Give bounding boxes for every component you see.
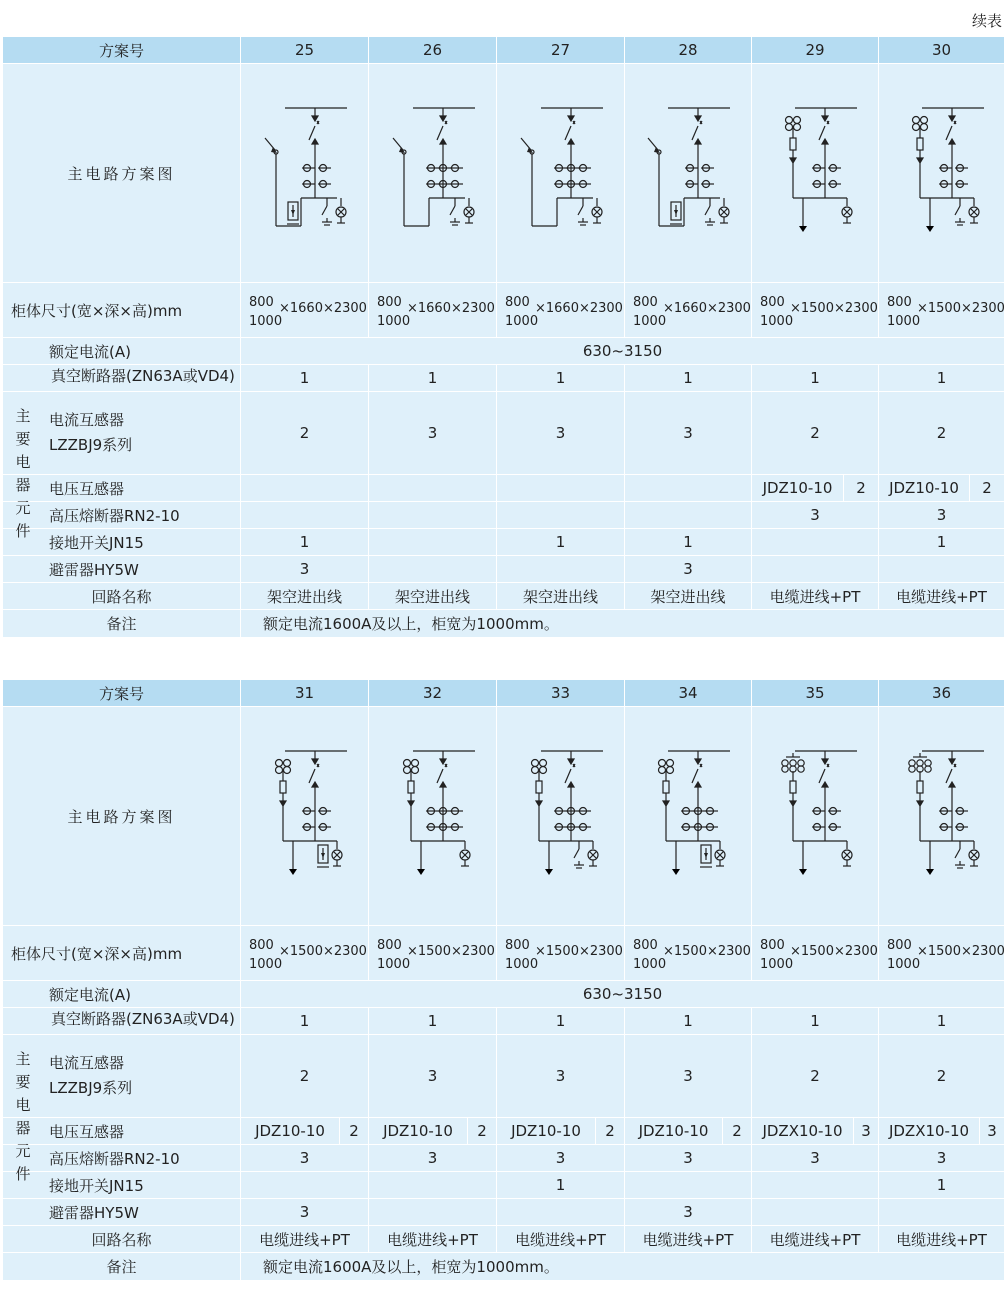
cabinet-size: 800 1000 ×1500×2300 [497,926,625,981]
schematic-svg [511,98,611,248]
scheme-no: 29 [752,37,879,64]
schematic-svg [511,741,611,891]
vcb-qty: 1 [879,1008,1005,1035]
scheme-no: 28 [625,37,752,64]
continued-label: 续表 [971,12,1002,30]
arrester-label: 避雷器HY5W [3,1199,241,1226]
rated-current-value: 630~3150 [241,338,1005,365]
fuse-qty: 3 [625,1145,752,1172]
schematic-svg [255,98,355,248]
fuse-qty: 3 [497,1145,625,1172]
remark-row [3,610,1005,638]
vcb-qty: 1 [241,1008,369,1035]
schematic-svg [765,741,865,891]
fuse-row [3,502,1005,529]
cabinet-size: 800 1000 ×1500×2300 [879,926,1005,981]
vt-qty: 3 [987,1122,997,1140]
arrester-qty [497,1199,625,1226]
circuit-diagram [625,64,752,283]
schematic-svg [383,98,483,248]
ct-label-line1: 电流互感器 [49,411,125,429]
scheme-no: 31 [241,680,369,707]
cabinet-size-row [3,283,1005,338]
vt-label: 电压互感器 [3,475,241,502]
vcb-qty: 1 [625,1008,752,1035]
ct-qty: 3 [497,392,625,475]
earth-switch-row [3,1172,1005,1199]
arrester-row [3,556,1005,583]
schematic-svg [892,741,992,891]
scheme-no: 25 [241,37,369,64]
scheme-no: 26 [369,37,497,64]
ct-qty: 3 [625,1035,752,1118]
vt-qty: 2 [732,1122,742,1140]
vt-cell [241,1118,369,1145]
cabinet-size: 800 1000 ×1660×2300 [241,283,369,338]
ct-qty: 2 [879,392,1005,475]
arrester-qty [752,1199,879,1226]
fuse-qty: 3 [241,1145,369,1172]
vt-row [3,1118,1005,1145]
ct-label-line2: LZZBJ9系列 [49,436,133,454]
earth-switch-qty: 1 [879,529,1005,556]
schematic-svg [892,98,992,248]
main-components-label: 主要电器元件 [15,407,31,540]
remark-row [3,1253,1005,1281]
earth-switch-qty: 1 [241,529,369,556]
arrester-qty: 3 [241,1199,369,1226]
cabinet-size: 800 1000 ×1500×2300 [752,283,879,338]
arrester-qty: 3 [241,556,369,583]
scheme-no: 35 [752,680,879,707]
fuse-qty [625,502,752,529]
vt-cell [369,1118,497,1145]
vt-row [3,475,1005,502]
fuse-qty: 3 [752,1145,879,1172]
vt-qty: 2 [856,479,866,497]
scheme-no: 33 [497,680,625,707]
cabinet-size-row [3,926,1005,981]
arrester-label: 避雷器HY5W [3,556,241,583]
vcb-qty: 1 [497,1008,625,1035]
ct-qty: 2 [241,392,369,475]
ct-qty: 3 [625,392,752,475]
fuse-qty [241,502,369,529]
vt-qty: 2 [477,1122,487,1140]
remark-text: 额定电流1600A及以上，柜宽为1000mm。 [241,1253,1005,1281]
cabinet-size: 800 1000 ×1500×2300 [369,926,497,981]
fuse-qty [369,502,497,529]
ct-qty: 3 [369,1035,497,1118]
fuse-label: 高压熔断器RN2-10 [3,502,241,529]
circuit-diagram [752,64,879,283]
main-components-label: 主要电器元件 [15,1050,31,1183]
earth-switch-qty: 1 [497,529,625,556]
spec-table-1 [2,36,1005,638]
scheme-no-label: 方案号 [3,37,241,64]
ct-qty: 2 [752,392,879,475]
vcb-qty: 1 [241,365,369,392]
vt-cell [752,1118,879,1145]
circuit-name: 电缆进线+PT [241,1226,369,1253]
vt-cell [369,475,497,502]
circuit-name: 架空进出线 [497,583,625,610]
circuit-diagram [241,707,369,926]
vt-model: JDZ10-10 [879,475,970,501]
earth-switch-qty [625,1172,752,1199]
fuse-qty: 3 [369,1145,497,1172]
rated-current-row [3,338,1005,365]
cabinet-size-label: 柜体尺寸(宽×深×高)mm [3,926,241,981]
ct-label-line2: LZZBJ9系列 [49,1079,133,1097]
circuit-name: 电缆进线+PT [879,1226,1005,1253]
scheme-no: 36 [879,680,1005,707]
diagram-row [3,707,1005,926]
circuit-name: 架空进出线 [241,583,369,610]
scheme-header-row [3,37,1005,64]
vcb-qty: 1 [879,365,1005,392]
circuit-name: 电缆进线+PT [497,1226,625,1253]
ct-qty: 3 [497,1035,625,1118]
rated-current-row [3,981,1005,1008]
vt-model: JDZ10-10 [241,1118,340,1144]
diagram-label: 主电路方案图 [3,707,241,926]
vcb-label: 真空断路器(ZN63A或VD4) [51,1010,235,1028]
circuit-diagram [369,707,497,926]
circuit-name-row [3,1226,1005,1253]
spec-table-2 [2,679,1005,1281]
circuit-name: 电缆进线+PT [752,583,879,610]
circuit-diagram [241,64,369,283]
vcb-label: 真空断路器(ZN63A或VD4) [51,367,235,385]
vt-cell [497,475,625,502]
vcb-qty: 1 [625,365,752,392]
schematic-svg [638,98,738,248]
cabinet-size: 800 1000 ×1500×2300 [625,926,752,981]
circuit-name: 架空进出线 [625,583,752,610]
cabinet-size: 800 1000 ×1660×2300 [625,283,752,338]
scheme-header-row [3,680,1005,707]
cabinet-size: 800 1000 ×1660×2300 [497,283,625,338]
circuit-diagram [497,707,625,926]
remark-label: 备注 [3,1253,241,1281]
remark-text: 额定电流1600A及以上，柜宽为1000mm。 [241,610,1005,638]
earth-switch-label: 接地开关JN15 [3,1172,241,1199]
circuit-name-row [3,583,1005,610]
circuit-diagram [879,707,1005,926]
ct-label-line1: 电流互感器 [49,1054,125,1072]
rated-current-label: 额定电流(A) [3,338,241,365]
earth-switch-row [3,529,1005,556]
fuse-label: 高压熔断器RN2-10 [3,1145,241,1172]
vcb-qty: 1 [369,365,497,392]
arrester-qty [369,1199,497,1226]
ct-qty: 2 [241,1035,369,1118]
vt-model: JDZ10-10 [625,1118,723,1144]
diagram-label: 主电路方案图 [3,64,241,283]
diagram-row [3,64,1005,283]
earth-switch-qty [369,529,497,556]
vt-cell [241,475,369,502]
vt-qty: 2 [349,1122,359,1140]
vt-qty: 3 [861,1122,871,1140]
scheme-no: 30 [879,37,1005,64]
ct-qty: 2 [752,1035,879,1118]
vcb-row [3,365,1005,392]
fuse-qty [497,502,625,529]
vt-cell [879,1118,1005,1145]
circuit-name: 电缆进线+PT [625,1226,752,1253]
schematic-svg [383,741,483,891]
vt-cell [879,475,1005,502]
fuse-qty: 3 [879,502,1005,529]
circuit-name: 电缆进线+PT [369,1226,497,1253]
scheme-no: 27 [497,37,625,64]
vt-model: JDZ10-10 [497,1118,596,1144]
earth-switch-qty [369,1172,497,1199]
vt-model: JDZX10-10 [879,1118,980,1144]
remark-label: 备注 [3,610,241,638]
cabinet-size-label: 柜体尺寸(宽×深×高)mm [3,283,241,338]
arrester-qty [752,556,879,583]
scheme-no-label: 方案号 [3,680,241,707]
vt-cell [625,1118,752,1145]
circuit-name: 电缆进线+PT [879,583,1005,610]
vt-qty: 2 [982,479,992,497]
earth-switch-qty: 1 [879,1172,1005,1199]
earth-switch-qty: 1 [497,1172,625,1199]
rated-current-value: 630~3150 [241,981,1005,1008]
arrester-row [3,1199,1005,1226]
circuit-name: 电缆进线+PT [752,1226,879,1253]
circuit-diagram [369,64,497,283]
fuse-qty: 3 [879,1145,1005,1172]
schematic-svg [765,98,865,248]
circuit-diagram [497,64,625,283]
arrester-qty [497,556,625,583]
circuit-diagram [879,64,1005,283]
schematic-svg [255,741,355,891]
vt-cell [497,1118,625,1145]
ct-qty: 3 [369,392,497,475]
vt-qty: 2 [605,1122,615,1140]
vt-model: JDZ10-10 [369,1118,468,1144]
cabinet-size: 800 1000 ×1660×2300 [369,283,497,338]
ct-row [3,392,1005,475]
vt-model: JDZ10-10 [752,475,844,501]
vcb-qty: 1 [369,1008,497,1035]
vcb-qty: 1 [752,1008,879,1035]
fuse-qty: 3 [752,502,879,529]
vcb-qty: 1 [497,365,625,392]
circuit-name-label: 回路名称 [3,1226,241,1253]
cabinet-size: 800 1000 ×1500×2300 [879,283,1005,338]
arrester-qty [879,556,1005,583]
cabinet-size: 800 1000 ×1500×2300 [241,926,369,981]
arrester-qty: 3 [625,556,752,583]
earth-switch-qty: 1 [625,529,752,556]
vt-model: JDZX10-10 [752,1118,854,1144]
circuit-name: 架空进出线 [369,583,497,610]
rated-current-label: 额定电流(A) [3,981,241,1008]
earth-switch-qty [241,1172,369,1199]
scheme-no: 32 [369,680,497,707]
earth-switch-qty [752,529,879,556]
ct-row [3,1035,1005,1118]
vt-cell [625,475,752,502]
cabinet-size: 800 1000 ×1500×2300 [752,926,879,981]
earth-switch-qty [752,1172,879,1199]
arrester-qty [879,1199,1005,1226]
fuse-row [3,1145,1005,1172]
earth-switch-label: 接地开关JN15 [3,529,241,556]
arrester-qty: 3 [625,1199,752,1226]
vt-label: 电压互感器 [3,1118,241,1145]
vcb-row [3,1008,1005,1035]
ct-qty: 2 [879,1035,1005,1118]
circuit-diagram [625,707,752,926]
arrester-qty [369,556,497,583]
schematic-svg [638,741,738,891]
vcb-qty: 1 [752,365,879,392]
scheme-no: 34 [625,680,752,707]
circuit-diagram [752,707,879,926]
vt-cell [752,475,879,502]
circuit-name-label: 回路名称 [3,583,241,610]
